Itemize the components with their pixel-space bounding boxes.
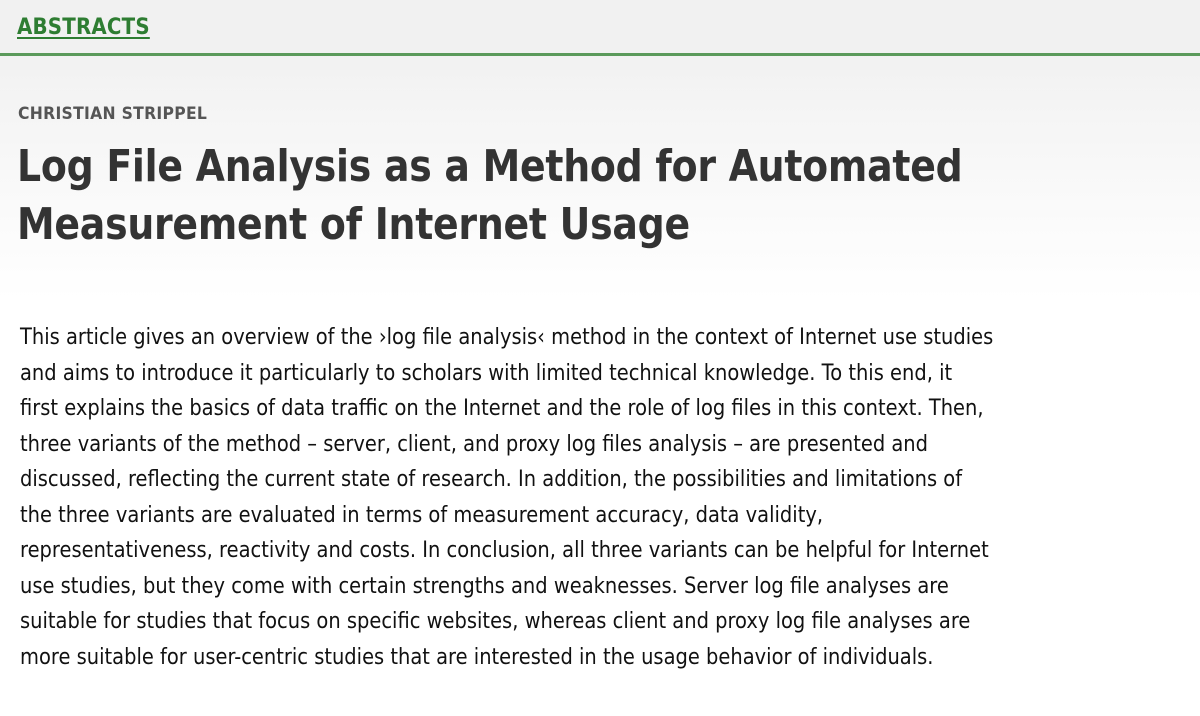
abstract-text xyxy=(20,320,1171,675)
abstracts-section-link[interactable]: ABSTRACTS xyxy=(17,15,150,40)
abstract-line: three variants of the method – server, client, and proxy log files analysis – are presented and xyxy=(20,431,929,457)
abstract-line: the three variants are evaluated in terms of measurement accuracy, data validity, xyxy=(20,502,824,528)
abstract-line: representativeness, reactivity and costs. In conclusion, all three variants can be helpful for Internet xyxy=(20,538,989,563)
author-name: CHRISTIAN STRIPPEL xyxy=(18,104,208,124)
abstract-line: first explains the basics of data traffic on the Internet and the role of log files in this context. Then, xyxy=(20,396,984,421)
section-header-bar xyxy=(0,0,1200,56)
abstract-line: suitable for studies that focus on specific websites, whereas client and proxy log file analyses are xyxy=(20,609,971,634)
title-line: Measurement of Internet Usage xyxy=(17,199,690,250)
abstract-line: more suitable for user-centric studies that are interested in the usage behavior of individuals. xyxy=(20,644,934,670)
abstract-line: This article gives an overview of the ›log file analysis‹ method in the context of Internet use studies xyxy=(20,325,994,350)
article-title xyxy=(17,138,1015,254)
abstract-line: discussed, reflecting the current state of research. In addition, the possibilities and limitations of xyxy=(20,467,963,492)
title-line: Log File Analysis as a Method for Automated xyxy=(17,141,963,192)
abstract-line: and aims to introduce it particularly to scholars with limited technical knowledge. To this end, it xyxy=(20,360,953,386)
abstract-line: use studies, but they come with certain strengths and weaknesses. Server log file analyses are xyxy=(20,573,949,599)
